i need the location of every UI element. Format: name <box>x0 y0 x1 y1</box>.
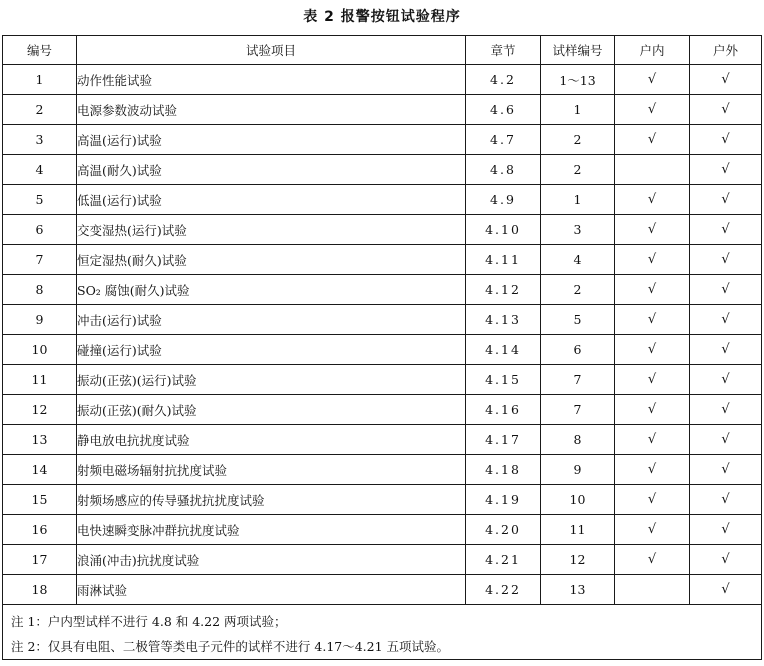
table-row <box>3 575 762 605</box>
notes-row <box>3 605 762 660</box>
row-test-item: 静电放电抗扰度试验 <box>77 425 466 455</box>
row-section: 4.13 <box>466 305 541 335</box>
table-row <box>3 245 762 275</box>
row-specimen: 1 <box>541 185 615 215</box>
row-number: 18 <box>3 575 77 605</box>
row-number: 15 <box>3 485 77 515</box>
row-indoor-check: √ <box>615 545 690 575</box>
table-caption: 表 2 报警按钮试验程序 <box>303 9 461 25</box>
row-number: 14 <box>3 455 77 485</box>
table-row <box>3 95 762 125</box>
row-number: 5 <box>3 185 77 215</box>
row-indoor-check <box>615 155 690 185</box>
row-test-item: 振动(正弦)(运行)试验 <box>77 365 466 395</box>
row-specimen: 12 <box>541 545 615 575</box>
row-indoor-check: √ <box>615 95 690 125</box>
row-section: 4.18 <box>466 455 541 485</box>
row-specimen: 5 <box>541 305 615 335</box>
row-number: 16 <box>3 515 77 545</box>
table-row <box>3 545 762 575</box>
row-number: 4 <box>3 155 77 185</box>
row-indoor-check: √ <box>615 515 690 545</box>
row-section: 4.16 <box>466 395 541 425</box>
row-section: 4.20 <box>466 515 541 545</box>
row-section: 4.2 <box>466 65 541 95</box>
row-test-item: 射频场感应的传导骚扰抗扰度试验 <box>77 485 466 515</box>
row-outdoor-check: √ <box>690 215 762 245</box>
table-row <box>3 185 762 215</box>
row-outdoor-check: √ <box>690 455 762 485</box>
row-test-item: 高温(耐久)试验 <box>77 155 466 185</box>
table-row <box>3 395 762 425</box>
header-outdoor: 户外 <box>690 36 762 65</box>
row-indoor-check <box>615 575 690 605</box>
table-row <box>3 215 762 245</box>
row-specimen: 1 <box>541 95 615 125</box>
row-test-item: 浪涌(冲击)抗扰度试验 <box>77 545 466 575</box>
row-outdoor-check: √ <box>690 575 762 605</box>
row-test-item: 高温(运行)试验 <box>77 125 466 155</box>
row-number: 10 <box>3 335 77 365</box>
row-number: 12 <box>3 395 77 425</box>
row-section: 4.8 <box>466 155 541 185</box>
row-specimen: 2 <box>541 275 615 305</box>
row-outdoor-check: √ <box>690 545 762 575</box>
row-indoor-check: √ <box>615 245 690 275</box>
row-indoor-check: √ <box>615 275 690 305</box>
row-specimen: 1～13 <box>541 65 615 95</box>
table-row <box>3 155 762 185</box>
header-section: 章节 <box>466 36 541 65</box>
row-section: 4.22 <box>466 575 541 605</box>
table-row <box>3 485 762 515</box>
row-specimen: 2 <box>541 155 615 185</box>
row-indoor-check: √ <box>615 305 690 335</box>
row-number: 3 <box>3 125 77 155</box>
row-outdoor-check: √ <box>690 245 762 275</box>
row-number: 17 <box>3 545 77 575</box>
row-indoor-check: √ <box>615 65 690 95</box>
row-specimen: 2 <box>541 125 615 155</box>
table-row <box>3 305 762 335</box>
row-indoor-check: √ <box>615 425 690 455</box>
header-specimen-number: 试样编号 <box>541 36 615 65</box>
row-test-item: 振动(正弦)(耐久)试验 <box>77 395 466 425</box>
row-test-item: 动作性能试验 <box>77 65 466 95</box>
row-section: 4.17 <box>466 425 541 455</box>
note-2: 注 2：仅具有电阻、二极管等类电子元件的试样不进行 4.17～4.21 五项试验。 <box>11 639 450 654</box>
row-test-item: 电快速瞬变脉冲群抗扰度试验 <box>77 515 466 545</box>
row-indoor-check: √ <box>615 215 690 245</box>
row-specimen: 10 <box>541 485 615 515</box>
row-indoor-check: √ <box>615 125 690 155</box>
row-test-item: 电源参数波动试验 <box>77 95 466 125</box>
row-specimen: 9 <box>541 455 615 485</box>
row-outdoor-check: √ <box>690 125 762 155</box>
row-test-item: SO₂ 腐蚀(耐久)试验 <box>77 275 466 305</box>
row-number: 1 <box>3 65 77 95</box>
header-indoor: 户内 <box>615 36 690 65</box>
table-row <box>3 455 762 485</box>
row-indoor-check: √ <box>615 185 690 215</box>
row-section: 4.6 <box>466 95 541 125</box>
row-section: 4.12 <box>466 275 541 305</box>
row-number: 2 <box>3 95 77 125</box>
row-outdoor-check: √ <box>690 155 762 185</box>
row-test-item: 射频电磁场辐射抗扰度试验 <box>77 455 466 485</box>
row-section: 4.7 <box>466 125 541 155</box>
row-number: 6 <box>3 215 77 245</box>
table-row <box>3 425 762 455</box>
notes-cell <box>3 605 762 660</box>
row-outdoor-check: √ <box>690 515 762 545</box>
row-specimen: 7 <box>541 365 615 395</box>
row-indoor-check: √ <box>615 395 690 425</box>
table-row <box>3 65 762 95</box>
table-row <box>3 365 762 395</box>
row-indoor-check: √ <box>615 335 690 365</box>
row-test-item: 低温(运行)试验 <box>77 185 466 215</box>
table-row <box>3 335 762 365</box>
row-indoor-check: √ <box>615 455 690 485</box>
table-row <box>3 125 762 155</box>
row-outdoor-check: √ <box>690 395 762 425</box>
row-test-item: 碰撞(运行)试验 <box>77 335 466 365</box>
table-header-row <box>3 36 762 65</box>
row-test-item: 雨淋试验 <box>77 575 466 605</box>
row-number: 7 <box>3 245 77 275</box>
note-1: 注 1：户内型试样不进行 4.8 和 4.22 两项试验； <box>11 614 287 629</box>
row-outdoor-check: √ <box>690 305 762 335</box>
row-number: 11 <box>3 365 77 395</box>
row-specimen: 3 <box>541 215 615 245</box>
row-number: 9 <box>3 305 77 335</box>
table-row <box>3 515 762 545</box>
row-number: 13 <box>3 425 77 455</box>
row-specimen: 6 <box>541 335 615 365</box>
row-outdoor-check: √ <box>690 95 762 125</box>
row-specimen: 8 <box>541 425 615 455</box>
row-test-item: 冲击(运行)试验 <box>77 305 466 335</box>
row-section: 4.9 <box>466 185 541 215</box>
row-section: 4.14 <box>466 335 541 365</box>
header-test-item: 试验项目 <box>77 36 466 65</box>
row-outdoor-check: √ <box>690 275 762 305</box>
row-specimen: 13 <box>541 575 615 605</box>
table-row <box>3 275 762 305</box>
header-number: 编号 <box>3 36 77 65</box>
row-outdoor-check: √ <box>690 65 762 95</box>
row-number: 8 <box>3 275 77 305</box>
row-test-item: 恒定湿热(耐久)试验 <box>77 245 466 275</box>
row-section: 4.21 <box>466 545 541 575</box>
row-outdoor-check: √ <box>690 365 762 395</box>
row-outdoor-check: √ <box>690 185 762 215</box>
row-section: 4.15 <box>466 365 541 395</box>
row-specimen: 11 <box>541 515 615 545</box>
row-outdoor-check: √ <box>690 485 762 515</box>
row-section: 4.19 <box>466 485 541 515</box>
row-specimen: 4 <box>541 245 615 275</box>
row-outdoor-check: √ <box>690 425 762 455</box>
row-indoor-check: √ <box>615 485 690 515</box>
test-procedure-table <box>2 35 762 660</box>
row-outdoor-check: √ <box>690 335 762 365</box>
row-indoor-check: √ <box>615 365 690 395</box>
row-specimen: 7 <box>541 395 615 425</box>
row-section: 4.11 <box>466 245 541 275</box>
row-section: 4.10 <box>466 215 541 245</box>
row-test-item: 交变湿热(运行)试验 <box>77 215 466 245</box>
